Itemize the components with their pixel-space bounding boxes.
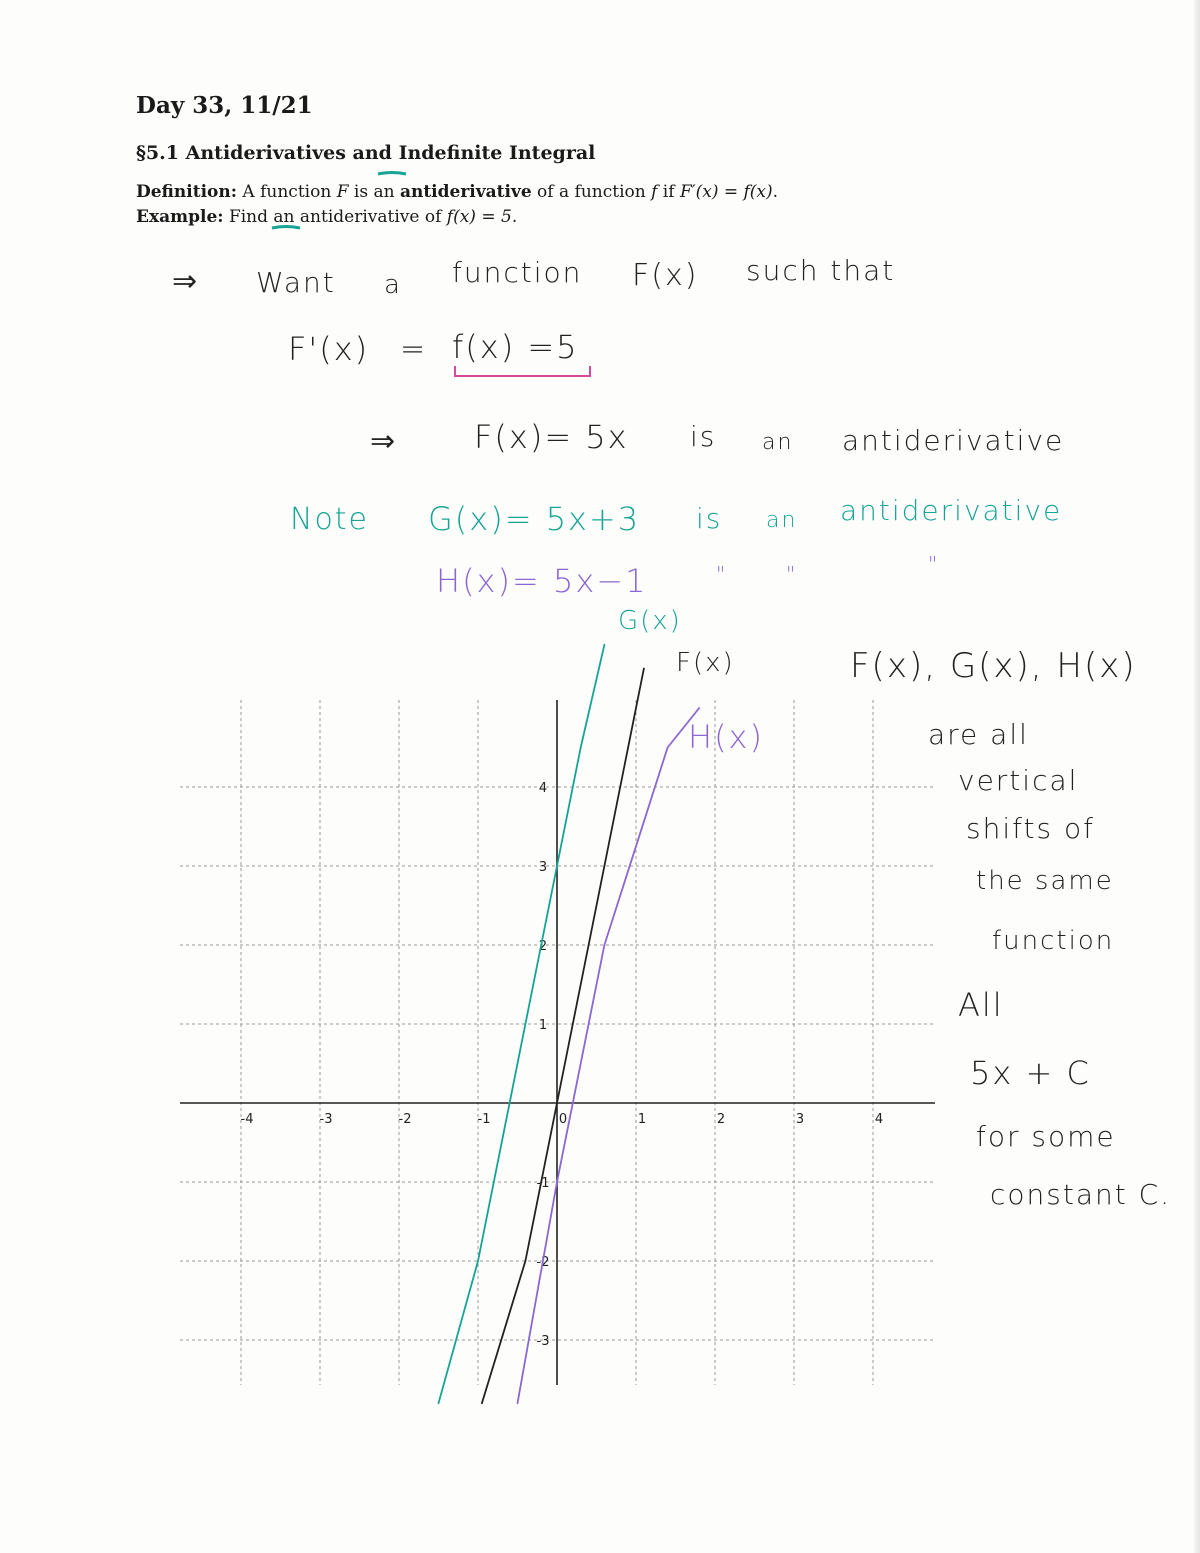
axes bbox=[180, 700, 935, 1385]
definition-an: an bbox=[373, 182, 395, 202]
side-note-8: 5x + C bbox=[970, 1054, 1091, 1092]
example-text: antiderivative of bbox=[294, 207, 447, 227]
definition-text: if bbox=[657, 182, 680, 202]
x-tick-label: 3 bbox=[795, 1112, 805, 1127]
note-Fprime: F'(x) bbox=[288, 330, 370, 368]
example-an: an bbox=[273, 207, 295, 227]
note-an-1: an bbox=[762, 430, 794, 455]
x-tick-label: -4 bbox=[240, 1112, 254, 1127]
definition-term: antiderivative bbox=[399, 182, 532, 202]
x-tick-label: 0 bbox=[558, 1112, 568, 1127]
y-tick-label: 4 bbox=[538, 781, 548, 796]
ditto-mark: " bbox=[928, 552, 940, 576]
side-note-2: are all bbox=[928, 718, 1029, 751]
side-note-6: function bbox=[992, 926, 1115, 956]
y-tick-label: -2 bbox=[536, 1255, 550, 1270]
side-note-5: the same bbox=[976, 866, 1114, 896]
x-tick-label: -1 bbox=[477, 1112, 491, 1127]
graph-label-F: F(x) bbox=[676, 648, 735, 678]
note-F-equals-5x: F(x)= 5x bbox=[474, 418, 629, 456]
example-end: . bbox=[511, 207, 518, 227]
y-tick-label: -1 bbox=[536, 1176, 550, 1191]
side-note-9: for some bbox=[976, 1120, 1116, 1153]
example-formula: f(x) = 5 bbox=[446, 207, 512, 227]
note-equals: = bbox=[400, 332, 428, 367]
definition-f: f bbox=[651, 182, 658, 202]
note-want: Want bbox=[256, 266, 336, 299]
x-tick-label: 1 bbox=[637, 1112, 647, 1127]
side-note-7: All bbox=[958, 986, 1004, 1024]
implies-arrow-1: ⇒ bbox=[172, 264, 200, 299]
note-such-that: such that bbox=[746, 254, 896, 287]
note-H-definition: H(x)= 5x−1 bbox=[436, 562, 648, 600]
y-tick-label: 2 bbox=[538, 939, 548, 954]
x-tick-label: -3 bbox=[319, 1112, 333, 1127]
note-Fx: F(x) bbox=[632, 258, 699, 293]
note-a: a bbox=[384, 270, 402, 300]
note-antiderivative-1: antiderivative bbox=[842, 424, 1065, 457]
series-line-h bbox=[518, 708, 700, 1403]
y-tick-label: 3 bbox=[538, 860, 548, 875]
section-heading: §5.1 Antiderivatives and Indefinite Integral bbox=[136, 142, 596, 164]
note-function: function bbox=[452, 256, 583, 289]
example-text: Find bbox=[223, 207, 274, 227]
series-line-f bbox=[482, 669, 647, 1404]
definition-text: is bbox=[348, 182, 374, 202]
ditto-mark: " bbox=[786, 562, 798, 586]
note-fx-equals-5: f(x) =5 bbox=[452, 328, 579, 366]
side-note-4: shifts of bbox=[966, 812, 1095, 845]
x-tick-label: 2 bbox=[716, 1112, 726, 1127]
ditto-mark: " bbox=[716, 562, 728, 586]
side-note-10: constant C. bbox=[990, 1178, 1172, 1211]
definition-label: Definition: bbox=[136, 182, 238, 202]
note-is-1: is bbox=[690, 420, 717, 453]
definition-text: of a function bbox=[531, 182, 652, 202]
note-note: Note bbox=[290, 502, 370, 537]
note-is-2: is bbox=[696, 502, 723, 535]
definition-formula: F′(x) = f(x) bbox=[679, 182, 773, 202]
definition-F: F bbox=[336, 182, 349, 202]
y-tick-label: 1 bbox=[538, 1018, 548, 1033]
implies-arrow-2: ⇒ bbox=[370, 424, 398, 459]
x-tick-label: -2 bbox=[398, 1112, 412, 1127]
graph-label-H: H(x) bbox=[688, 718, 764, 756]
definition-text: A function bbox=[237, 182, 337, 202]
definition-end: . bbox=[772, 182, 779, 202]
example-label: Example: bbox=[136, 207, 224, 227]
x-tick-label: 4 bbox=[874, 1112, 884, 1127]
note-G-definition: G(x)= 5x+3 bbox=[428, 500, 641, 538]
side-note-1: F(x), G(x), H(x) bbox=[850, 646, 1137, 686]
y-tick-label: -3 bbox=[536, 1334, 550, 1349]
note-antiderivative-2: antiderivative bbox=[840, 494, 1063, 527]
graph-label-G: G(x) bbox=[618, 606, 682, 636]
side-note-3: vertical bbox=[958, 764, 1079, 797]
note-an-2: an bbox=[766, 508, 798, 533]
page-title: Day 33, 11/21 bbox=[136, 92, 313, 119]
